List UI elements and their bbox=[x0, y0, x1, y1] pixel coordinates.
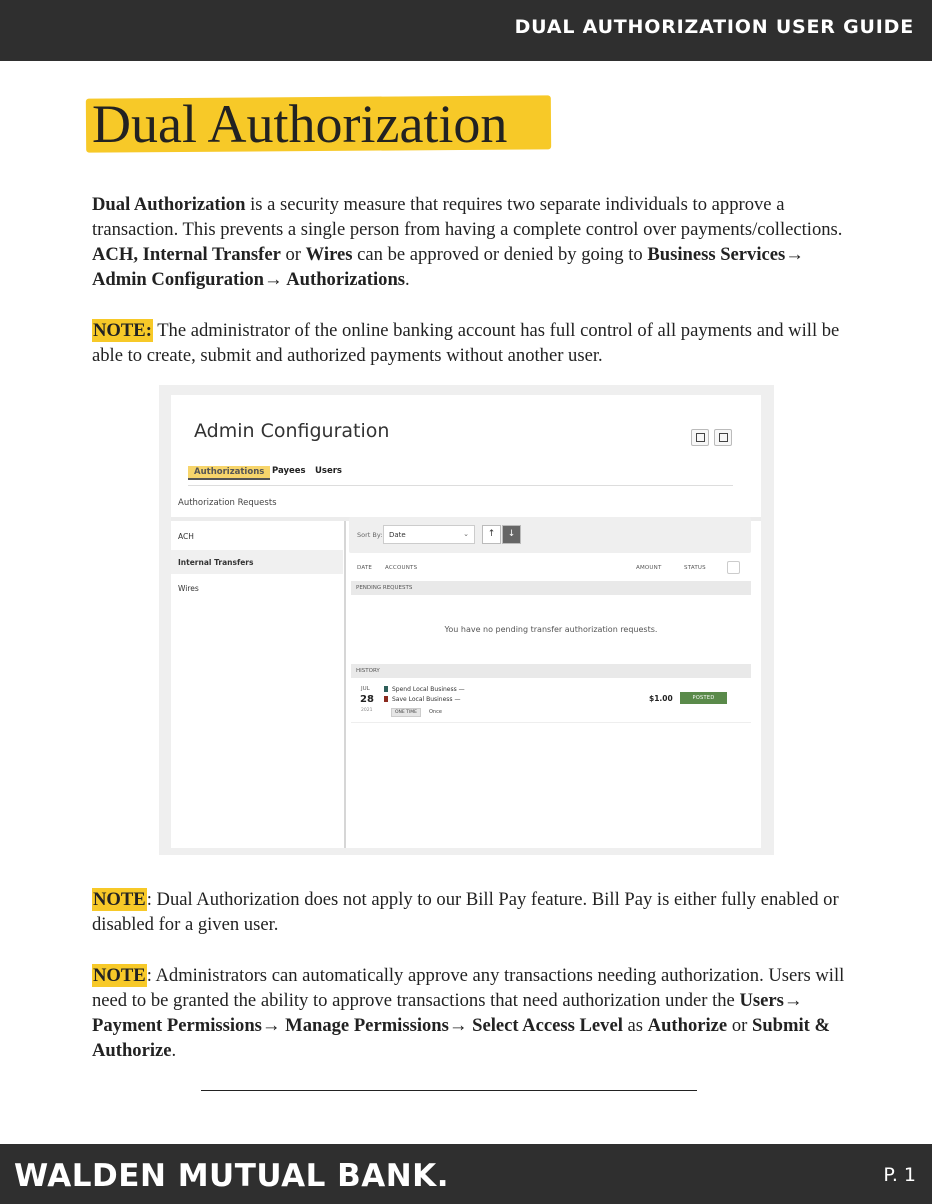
history-header: HISTORY bbox=[351, 664, 751, 678]
export-icon[interactable] bbox=[714, 429, 732, 446]
note-1-text: The administrator of the online banking account has full control of all payments and will be able to create, submit and authorized payments without another user. bbox=[92, 320, 840, 366]
chevron-down-icon: ⌄ bbox=[463, 530, 469, 538]
page-number: P. 1 bbox=[883, 1164, 916, 1186]
intro-paragraph bbox=[92, 192, 852, 292]
history-to-account: Save Local Business — bbox=[392, 696, 461, 703]
sort-label: Sort By: bbox=[357, 531, 383, 539]
admin-configuration-screenshot bbox=[159, 385, 774, 855]
pending-requests-header: PENDING REQUESTS bbox=[351, 581, 751, 595]
sort-select-value: Date bbox=[389, 531, 406, 539]
sort-descending-button[interactable]: ↓ bbox=[502, 525, 521, 544]
horizontal-rule bbox=[201, 1090, 697, 1091]
note-3 bbox=[92, 963, 852, 1063]
frequency-badge: ONE TIME bbox=[391, 708, 421, 717]
guide-title: DUAL AUTHORIZATION USER GUIDE bbox=[514, 16, 914, 38]
column-amount: AMOUNT bbox=[636, 565, 662, 571]
column-accounts: ACCOUNTS bbox=[385, 565, 418, 571]
bank-name: WALDEN MUTUAL BANK. bbox=[14, 1158, 449, 1194]
sort-ascending-button[interactable]: ↑ bbox=[482, 525, 501, 544]
note-3-path: Users→ Payment Permissions→ Manage Permissions→ Select Access Level bbox=[92, 990, 803, 1036]
history-frequency: Once bbox=[429, 709, 442, 715]
status-badge: POSTED bbox=[680, 692, 727, 704]
header-bar bbox=[0, 0, 932, 61]
intro-text-2: can be approved or denied by going to bbox=[352, 244, 648, 265]
history-row[interactable] bbox=[351, 683, 751, 723]
tab-authorizations[interactable]: Authorizations bbox=[188, 466, 270, 480]
note-3-text-1: : Administrators can automatically approve any transactions needing authorization. Users will need to be granted the ability to approve transactions that need authorization under the bbox=[92, 965, 845, 1011]
intro-path: Business Services→ Admin Configuration→ Authorizations bbox=[92, 244, 804, 290]
footer-bar bbox=[0, 1144, 932, 1204]
intro-text-1: is a security measure that requires two separate individuals to approve a transaction. This prevents a single person from having a complete control over payments/collections. bbox=[92, 194, 843, 240]
history-month: JUL bbox=[361, 686, 370, 692]
column-status: STATUS bbox=[684, 565, 706, 571]
note-1 bbox=[92, 318, 852, 368]
select-all-checkbox[interactable] bbox=[727, 561, 740, 574]
history-day: 28 bbox=[360, 694, 374, 705]
intro-or: or bbox=[280, 244, 306, 265]
intro-items: ACH, Internal Transfer bbox=[92, 244, 281, 265]
intro-wires: Wires bbox=[305, 244, 353, 265]
intro-end: . bbox=[405, 269, 410, 290]
note-3-label: NOTE bbox=[93, 965, 146, 986]
sort-select[interactable] bbox=[383, 525, 475, 544]
tab-payees[interactable]: Payees bbox=[272, 466, 306, 476]
note-3-option-authorize: Authorize bbox=[647, 1015, 728, 1036]
empty-message: You have no pending transfer authorization requests. bbox=[444, 625, 658, 634]
note-3-option-submit-authorize: Submit & Authorize bbox=[92, 1015, 830, 1061]
note-3-end: . bbox=[171, 1040, 177, 1061]
intro-term: Dual Authorization bbox=[92, 194, 246, 215]
sort-bar bbox=[349, 517, 751, 553]
tab-bar bbox=[188, 465, 733, 486]
page-title: Dual Authorization bbox=[92, 94, 508, 154]
print-icon[interactable] bbox=[691, 429, 709, 446]
nav-item-internal-transfers[interactable]: Internal Transfers bbox=[171, 550, 343, 574]
admin-title: Admin Configuration bbox=[194, 420, 390, 442]
nav-item-ach[interactable]: ACH bbox=[178, 532, 194, 541]
note-1-label: NOTE: bbox=[93, 320, 152, 341]
history-amount: $1.00 bbox=[649, 694, 673, 703]
section-title: Authorization Requests bbox=[178, 498, 277, 508]
note-2 bbox=[92, 887, 852, 937]
screenshot-window bbox=[171, 395, 761, 848]
nav-item-wires[interactable]: Wires bbox=[178, 584, 199, 593]
history-from-account: Spend Local Business — bbox=[392, 686, 465, 693]
history-year: 2021 bbox=[361, 708, 373, 713]
note-3-or: or bbox=[727, 1015, 752, 1036]
note-2-text: : Dual Authorization does not apply to our Bill Pay feature. Bill Pay is either fully enabled or disabled for a given user. bbox=[92, 889, 839, 935]
column-date: DATE bbox=[357, 565, 373, 571]
title-block bbox=[86, 94, 508, 154]
note-2-label: NOTE bbox=[93, 889, 146, 910]
side-nav bbox=[171, 521, 346, 848]
note-3-as: as bbox=[622, 1015, 648, 1036]
tab-users[interactable]: Users bbox=[315, 466, 342, 476]
